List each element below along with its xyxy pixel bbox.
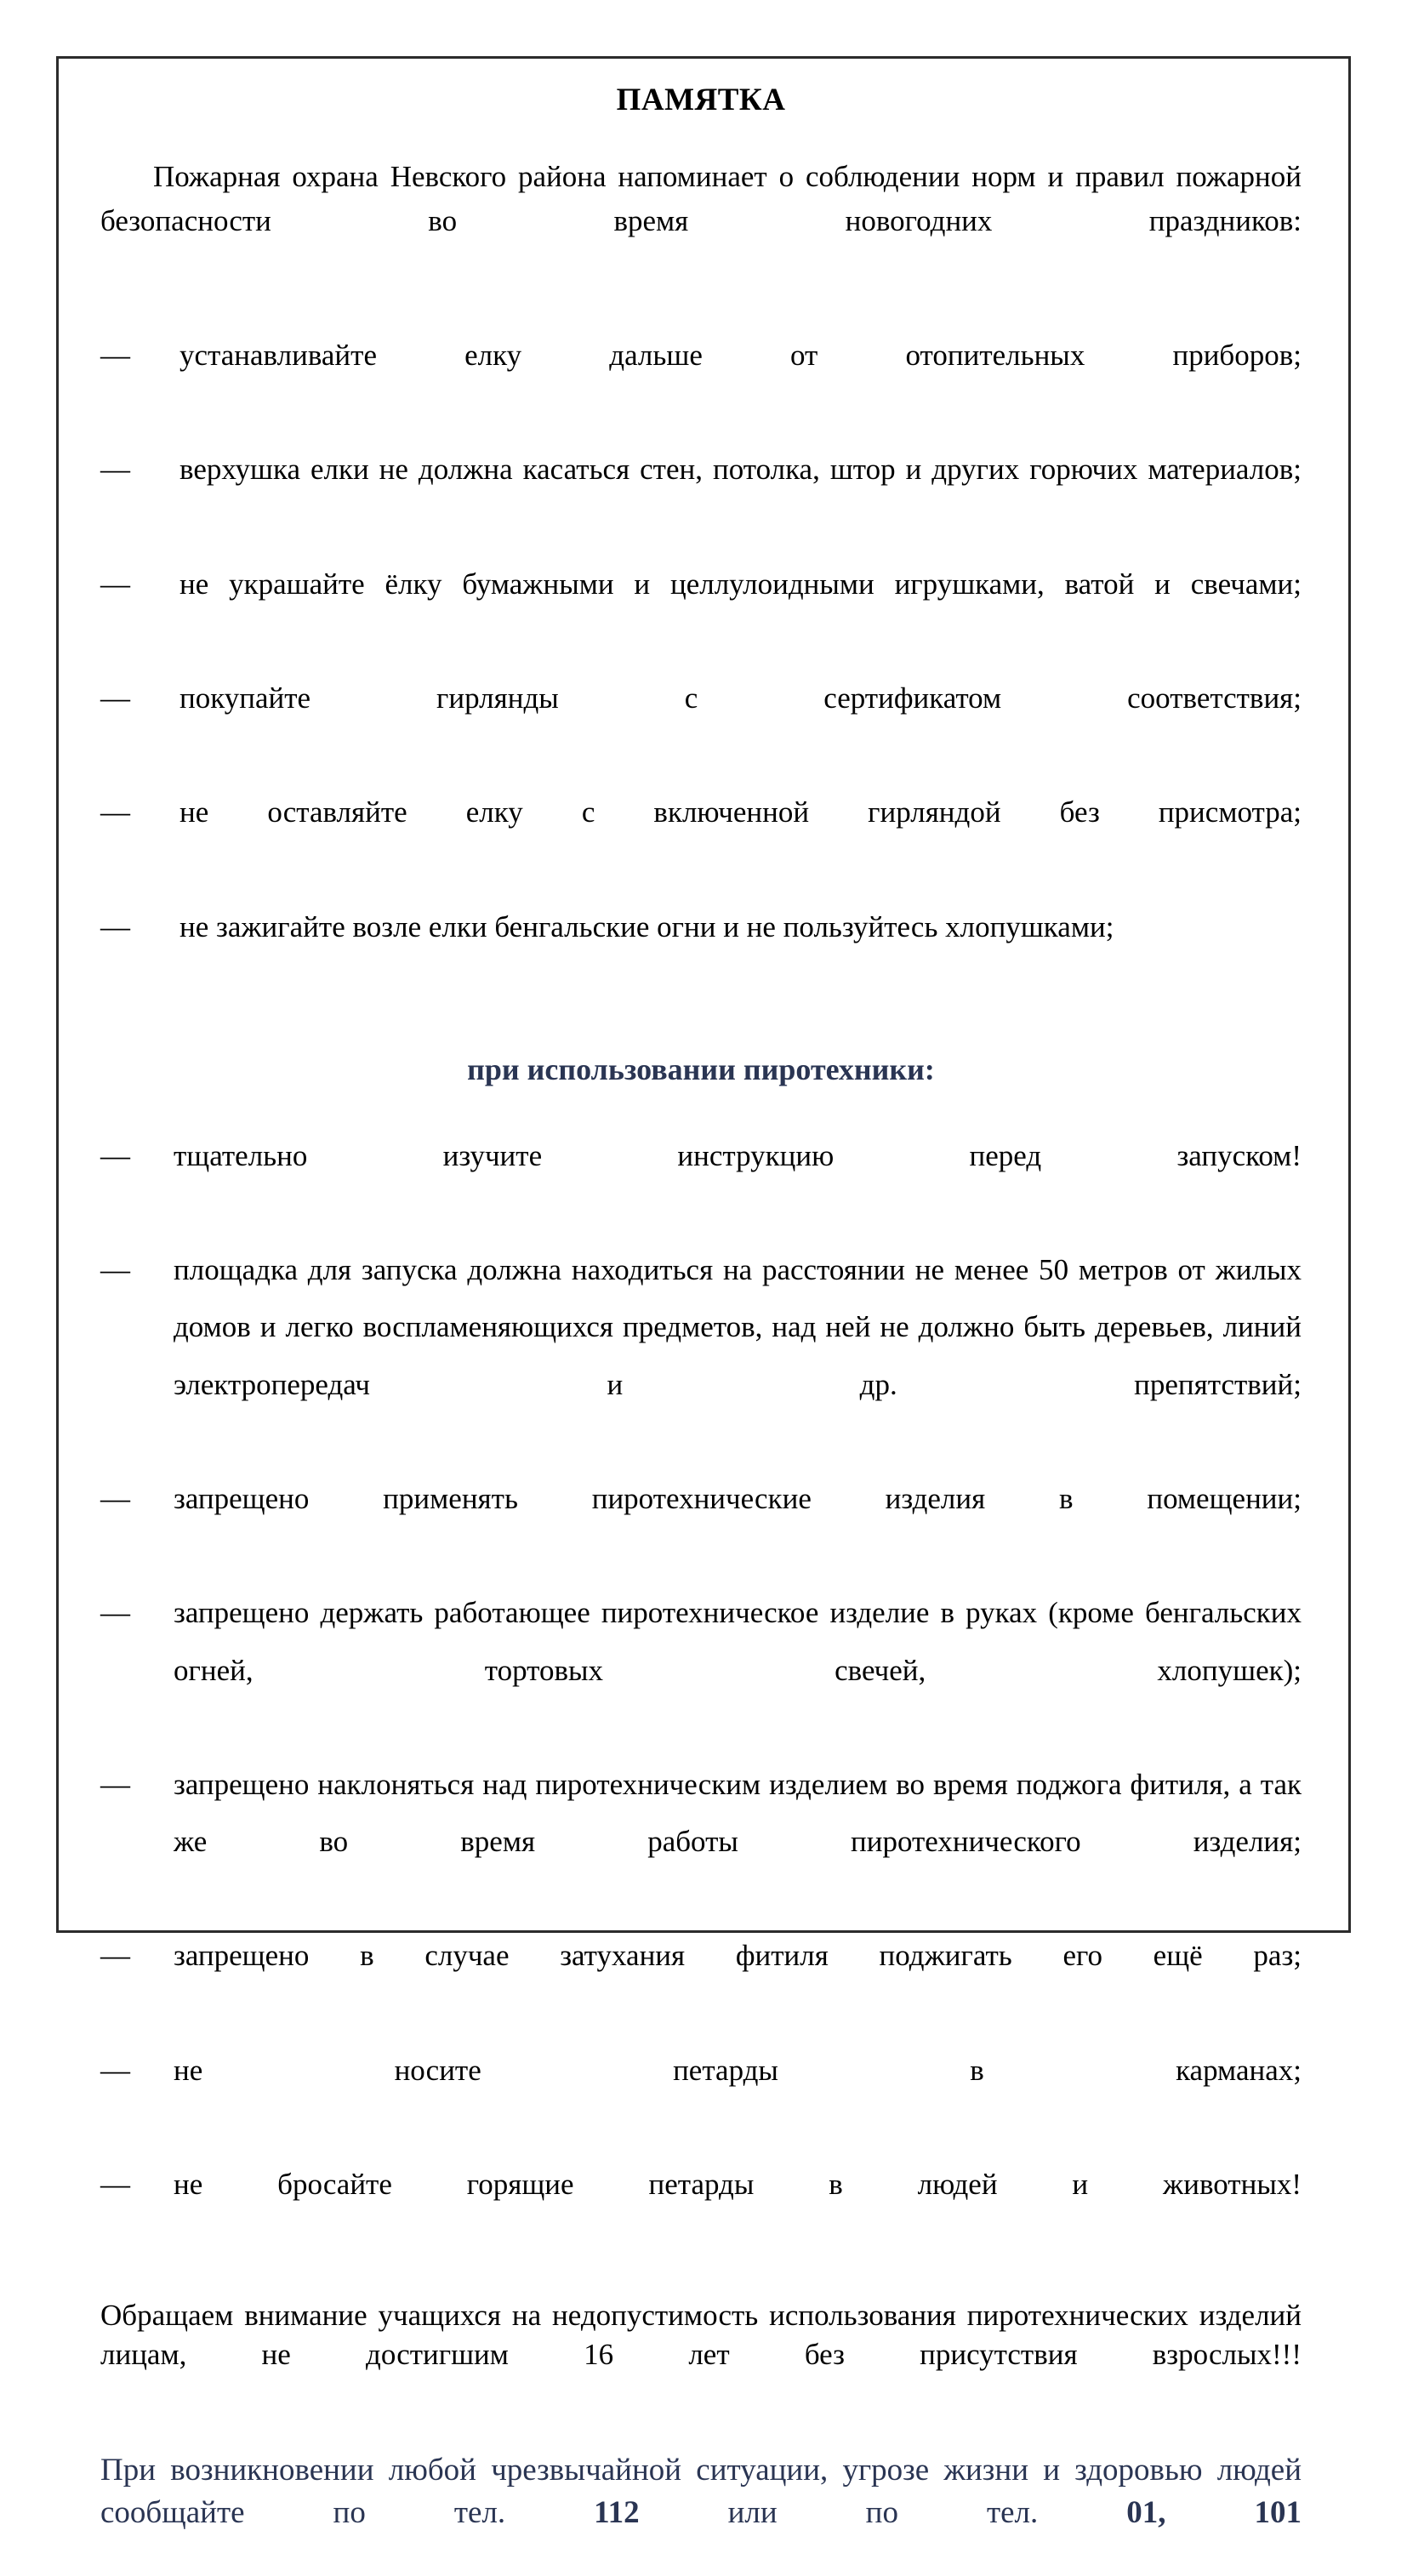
em-dash-marker: — [100,567,130,601]
list-item [100,1756,1302,1928]
em-dash-marker: — [100,1939,130,1973]
list-item [100,556,1302,670]
list-item-text: верхушка елки не должна касаться стен, потолка, штор и других горючих материалов; [179,453,1302,487]
emergency-text-part-1: При возникновении любой чрезвычайной ситуации, угрозе жизни и здоровью людей сообщайте по тел. [100,2453,1302,2530]
list-item [100,898,1302,1012]
list-item [100,1927,1302,2041]
list-item-text: запрещено держать работающее пиротехническое изделие в руках (кроме бенгальских огней, тортовых свечей, хлопушек); [174,1596,1302,1687]
list-item-text: запрещено в случае затухания фитиля поджигать его ещё раз; [174,1939,1302,1973]
list-item [100,2156,1302,2270]
list-item [100,1470,1302,1584]
page-title: ПАМЯТКА [616,83,786,117]
holiday-rules-list [100,327,1302,1012]
list-item [100,327,1302,441]
list-item-text: не носите петарды в карманах; [174,2053,1302,2087]
em-dash-marker: — [100,2168,130,2202]
emergency-phone-01-101: 01, 101 [1126,2494,1302,2530]
list-item-text: тщательно изучите инструкцию перед запуском! [174,1138,1302,1172]
list-item-text: не зажигайте возле елки бенгальские огни и не пользуйтесь хлопушками; [179,909,1114,943]
emergency-text-part-2: или по тел. [639,2494,1127,2530]
list-item-text: не оставляйте елку с включенной гирляндой без присмотра; [179,795,1302,829]
list-item-text: запрещено применять пиротехнические изделия в помещении; [174,1481,1302,1515]
list-item [100,784,1302,898]
list-item-text: не бросайте горящие петарды в людей и животных! [174,2168,1302,2202]
em-dash-marker: — [100,1767,130,1801]
list-item [100,1241,1302,1470]
emergency-phone-112: 112 [594,2494,640,2530]
emergency-contact-paragraph [100,2449,1302,2576]
list-item [100,441,1302,555]
list-item-text: площадка для запуска должна находиться на расстоянии не менее 50 метров от жилых домов и легко воспламеняющихся предметов, над ней не должно быть деревьев, линий электропередач и др. препятствий; [174,1253,1302,1401]
em-dash-marker: — [100,453,130,487]
pyrotechnics-rules-list [100,1127,1302,2271]
em-dash-marker: — [100,1138,130,1172]
list-item [100,2042,1302,2156]
em-dash-marker: — [100,2053,130,2087]
list-item [100,1584,1302,1756]
em-dash-marker: — [100,1596,130,1630]
em-dash-marker: — [100,1481,130,1515]
list-item-text: не украшайте ёлку бумажными и целлулоидными игрушками, ватой и свечами; [179,567,1302,601]
list-item [100,1127,1302,1241]
em-dash-marker: — [100,1253,130,1287]
section-heading-pyrotechnics: при использовании пиротехники: [467,1052,935,1087]
list-item-text: покупайте гирлянды с сертификатом соответствия; [179,681,1302,715]
em-dash-marker: — [100,909,130,943]
em-dash-marker: — [100,681,130,715]
list-item-text: запрещено наклоняться над пиротехническим изделием во время поджога фитиля, а так же во время работы пиротехнического изделия; [174,1767,1302,1859]
list-item [100,670,1302,784]
document-content [100,82,1302,2576]
list-item-text: устанавливайте елку дальше от отопительных приборов; [179,338,1302,372]
closing-warning-paragraph: Обращаем внимание учащихся на недопустимость использования пиротехнических изделий лицам, не достигшим 16 лет без присутствия взрослых!!! [100,2298,1302,2371]
em-dash-marker: — [100,338,130,372]
intro-paragraph: Пожарная охрана Невского района напоминает о соблюдении норм и правил пожарной безопасности во время новогодних праздников: [100,160,1302,238]
em-dash-marker: — [100,795,130,829]
